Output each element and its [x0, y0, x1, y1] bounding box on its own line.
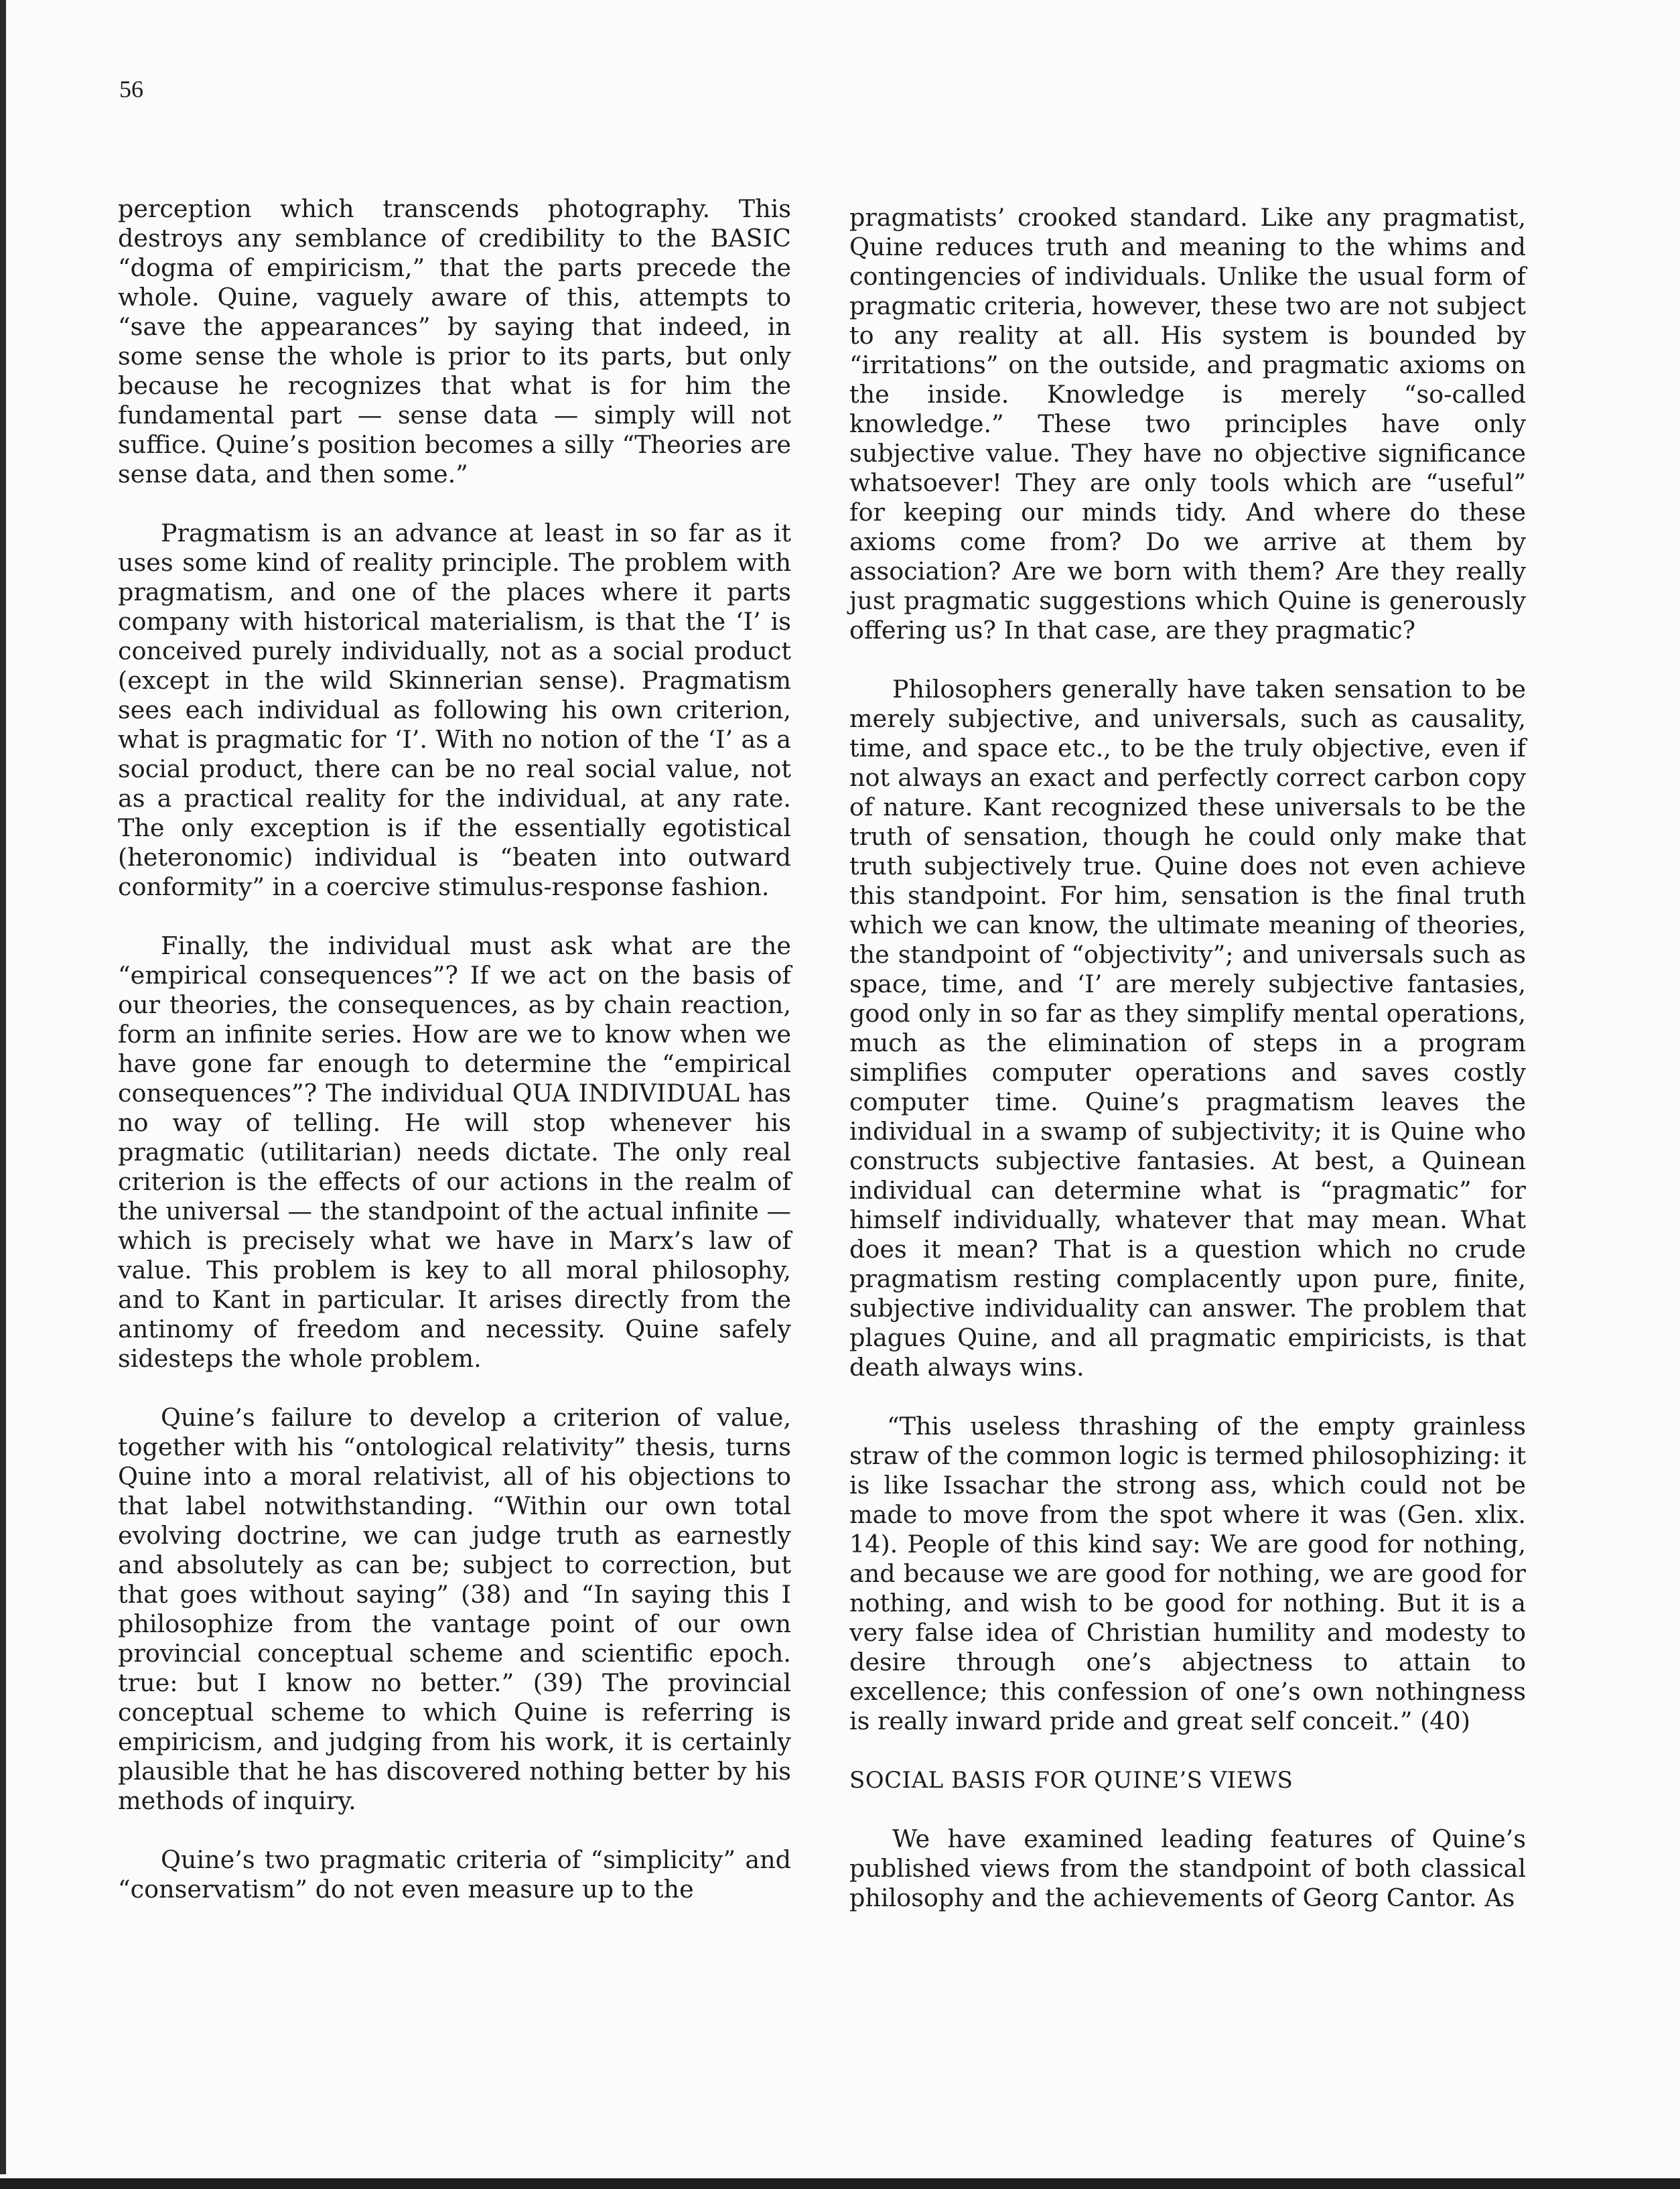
right-column [849, 203, 1526, 1942]
paragraph: Philosophers generally have taken sensation to be merely subjective, and universals, such as causality, time, and space etc., to be the truly objective, even if not always an exact and perfectly correct carbon copy of nature. Kant recognized these universals to be the truth of sensation, though he could only make that truth subjectively true. Quine does not even achieve this standpoint. For him, sensation is the final truth which we can know, the ultimate meaning of theories, the standpoint of “objectivity”; and universals such as space, time, and ‘I’ are merely subjective fantasies, good only in so far as they simplify mental operations, much as the elimination of steps in a program simplifies computer operations and saves costly computer time. Quine’s pragmatism leaves the individual in a swamp of subjectivity; it is Quine who constructs subjective fantasies. At best, a Quinean individual can determine what is “pragmatic” for himself individually, whatever that may mean. What does it mean? That is a question which no crude pragmatism resting complacently upon pure, finite, subjective individuality can answer. The problem that plagues Quine, and all pragmatic empiricists, is that death always wins. [849, 675, 1526, 1382]
quote-text: “This useless thrashing of the empty grainless straw of the common logic is termed philosophizing: it is like Issachar the strong ass, which could not be made to move from the spot where it was (Gen. xlix. 14). People of this kind say: We are good for nothing, and because we are good for nothing, we are good for nothing, and wish to be good for nothing. But it is a very false idea of Christian humility and modesty to desire through one’s abjectness to attain to excellence; this confession of one’s own nothingness is really inward pride and great self conceit.” (40) [849, 1412, 1526, 1735]
paragraph: Finally, the individual must ask what are the “empirical consequences”? If we act on the basis of our theories, the consequences, as by chain reaction, form an infinite series. How are we to know when we have gone far enough to determine the “empirical consequences”? The individual QUA INDIVIDUAL has no way of telling. He will stop whenever his pragmatic (utilitarian) needs dictate. The only real criterion is the effects of our actions in the realm of the universal — the standpoint of the actual infinite — which is precisely what we have in Marx’s law of value. This problem is key to all moral philosophy, and to Kant in particular. It arises directly from the antinomy of freedom and necessity. Quine safely sidesteps the whole problem. [118, 931, 791, 1373]
paragraph: Quine’s failure to develop a criterion of value, together with his “ontological relativity” thesis, turns Quine into a moral relativist, all of his objections to that label notwithstanding. “Within our own total evolving doctrine, we can judge truth as earnestly and absolutely as can be; subject to correction, but that goes without saying” (38) and “In saying this I philosophize from the vantage point of our own provincial conceptual scheme and scientific epoch. true: but I know no better.” (39) The provincial conceptual scheme to which Quine is referring is empiricism, and judging from his work, it is certainly plausible that he has discovered nothing better by his methods of inquiry. [118, 1403, 791, 1815]
block-quote [849, 1412, 1526, 1736]
paragraph: perception which transcends photography. This destroys any semblance of credibility to the BASIC “dogma of empiricism,” that the parts precede the whole. Quine, vaguely aware of this, attempts to “save the appearances” by saying that indeed, in some sense the whole is prior to its parts, but only because he recognizes that what is for him the fundamental part — sense data — simply will not suffice. Quine’s position becomes a silly “Theories are sense data, and then some.” [118, 194, 791, 488]
page-number: 56 [119, 76, 143, 103]
paragraph: Quine’s two pragmatic criteria of “simplicity” and “conservatism” do not even measure up to the [118, 1845, 791, 1904]
paragraph: Pragmatism is an advance at least in so far as it uses some kind of reality principle. The problem with pragmatism, and one of the places where it parts company with historical materialism, is that the ‘I’ is conceived purely individually, not as a social product (except in the wild Skinnerian sense). Pragmatism sees each individual as following his own criterion, what is pragmatic for ‘I’. With no notion of the ‘I’ as a social product, there can be no real social value, not as a practical reality for the individual, at any rate. The only exception is if the essentially egotistical (heteronomic) individual is “beaten into outward conformity” in a coercive stimulus-response fashion. [118, 519, 791, 901]
paragraph: We have examined leading features of Quine’s published views from the standpoint of both classical philosophy and the achievements of Georg Cantor. As [849, 1825, 1526, 1912]
left-column [118, 194, 791, 1934]
scan-edge-left [0, 0, 6, 2189]
paragraph: pragmatists’ crooked standard. Like any pragmatist, Quine reduces truth and meaning to the whims and contingencies of individuals. Unlike the usual form of pragmatic criteria, however, these two are not subject to any reality at all. His system is bounded by “irritations” on the outside, and pragmatic axioms on the inside. Knowledge is merely “so-called knowledge.” These two principles have only subjective value. They have no objective significance whatsoever! They are only tools which are “useful” for keeping our minds tidy. And where do these axioms come from? Do we arrive at them by association? Are we born with them? Are they really just pragmatic suggestions which Quine is generously offering us? In that case, are they pragmatic? [849, 203, 1526, 645]
section-heading: SOCIAL BASIS FOR QUINE’S VIEWS [849, 1767, 1293, 1794]
scan-edge-bottom [0, 2178, 1680, 2189]
